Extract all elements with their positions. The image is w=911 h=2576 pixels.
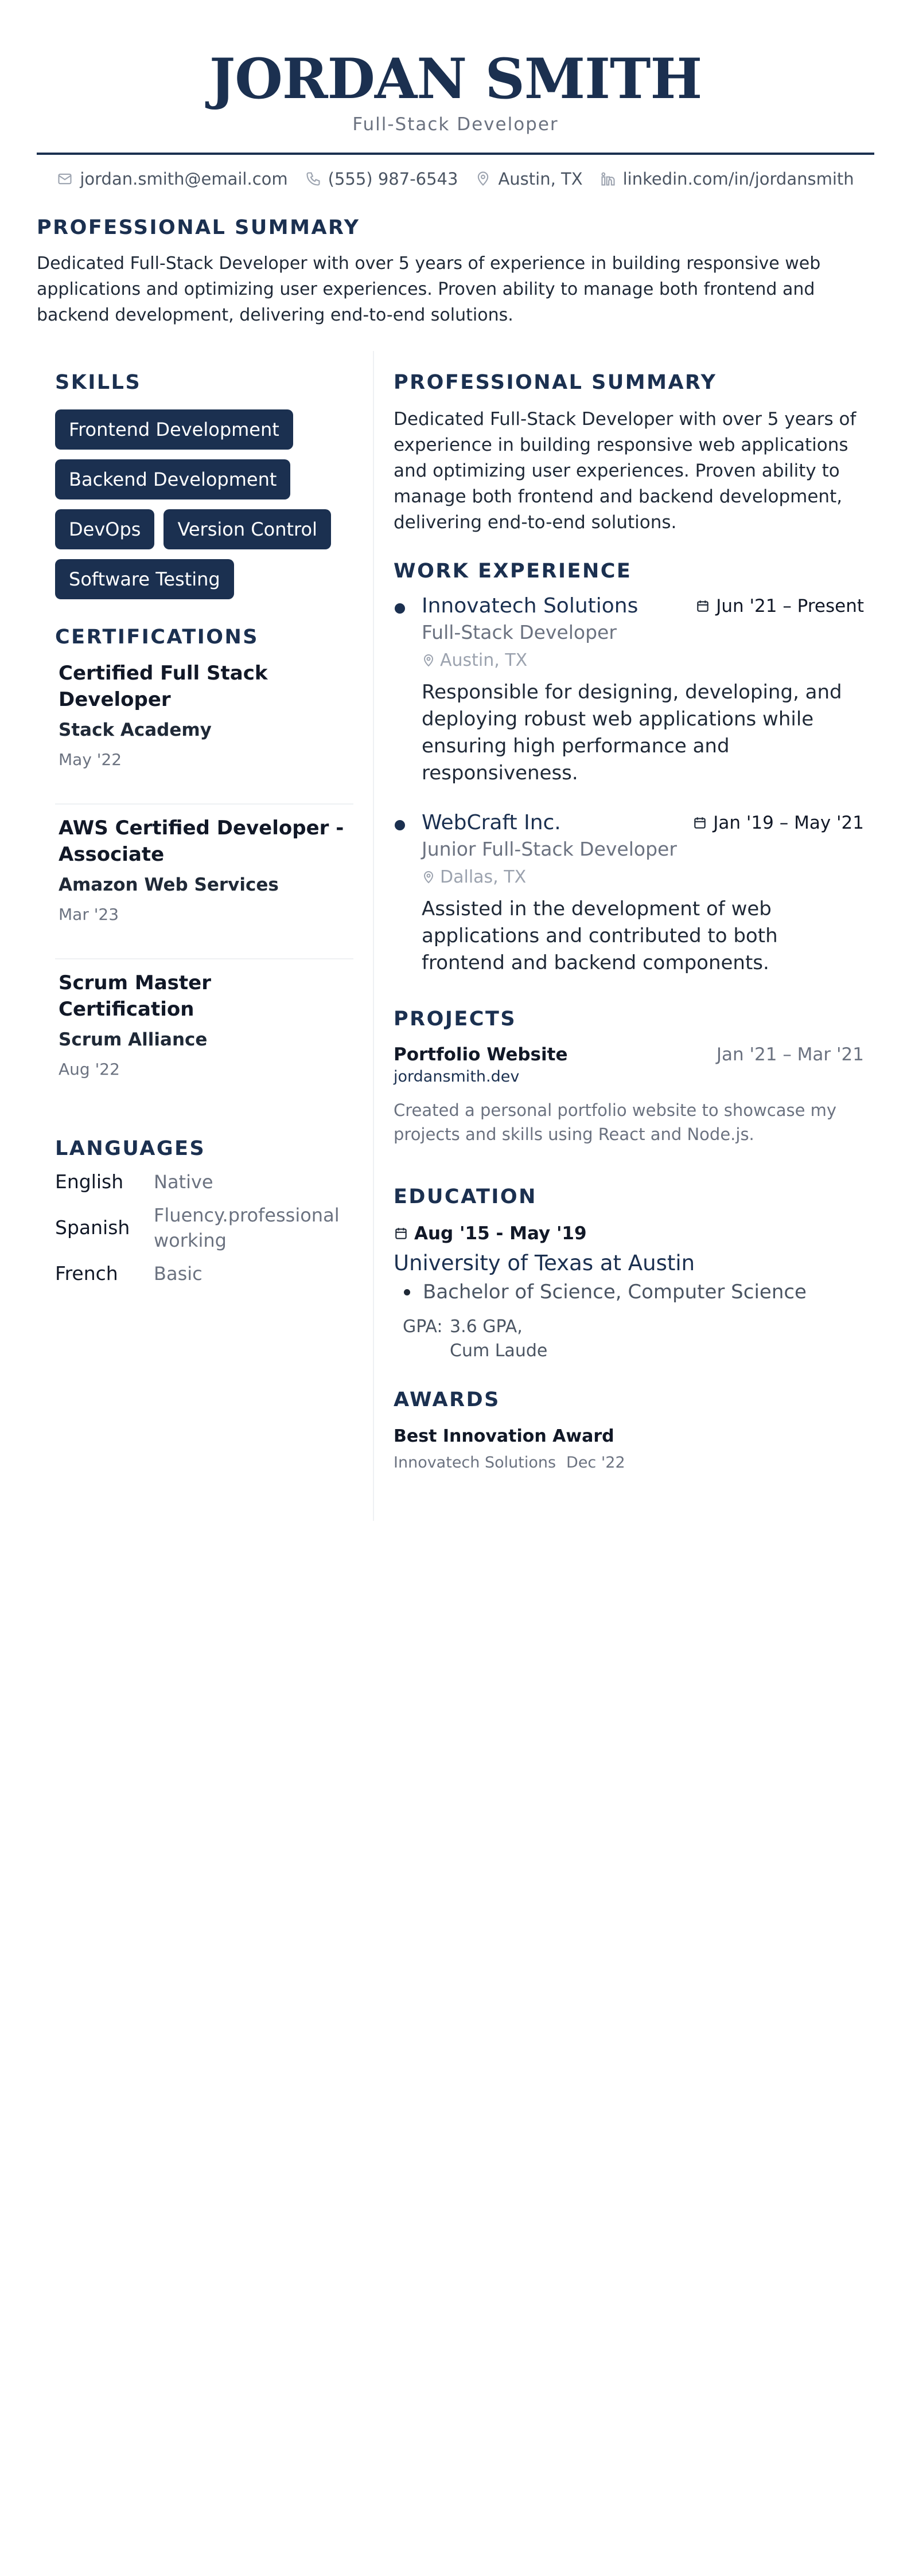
gpa-honors: Cum Laude [450,1341,548,1361]
summary-section [37,215,874,328]
job-location-text: Austin, TX [440,650,528,670]
certification-date: May '22 [59,750,122,769]
linkedin-icon [600,171,616,187]
candidate-name: JORDAN SMITH [209,46,702,111]
job-description: Responsible for designing, developing, and deploying robust web applications while ensuring high performance and responsiveness. [422,681,842,784]
education-date-text: Aug '15 - May '19 [414,1223,587,1244]
award-date: Dec '22 [566,1454,625,1472]
timeline-dot [395,820,405,830]
job-role: Full-Stack Developer [422,621,617,643]
job-entry [394,593,864,787]
job-location-text: Dallas, TX [440,867,527,887]
map-pin-icon [475,171,491,187]
gpa-label: GPA: [403,1317,443,1337]
skill-tag: Backend Development [55,459,290,499]
skill-tag: Software Testing [55,559,234,599]
language-row [55,1169,353,1195]
skill-tag: DevOps [55,509,154,549]
language-row [55,1261,353,1286]
location-text: Austin, TX [498,169,583,189]
right-summary-heading: PROFESSIONAL SUMMARY [394,371,717,394]
certification-item [55,650,353,770]
skill-tag: Frontend Development [55,409,293,450]
education-heading: EDUCATION [394,1185,537,1208]
language-level: Fluency.professional working [154,1204,340,1251]
map-pin-icon [422,871,435,884]
gpa-value: 3.6 GPA, [450,1317,523,1337]
job-description: Assisted in the development of web applications and contributed to both frontend and backend components. [422,897,778,974]
map-pin-icon [422,654,435,668]
work-heading: WORK EXPERIENCE [394,560,632,583]
language-name: French [55,1262,118,1285]
project-name: Portfolio Website [394,1044,568,1065]
project-date: Jan '21 – Mar '21 [716,1044,864,1065]
certification-date: Aug '22 [59,1060,120,1079]
contact-bar [0,167,911,190]
award-title: Best Innovation Award [394,1426,614,1446]
phone-icon [305,171,321,187]
certification-item [55,805,353,925]
calendar-icon [394,1226,408,1241]
email-text: jordan.smith@email.com [80,169,288,189]
skills-list [55,409,353,599]
certifications-heading: CERTIFICATIONS [55,626,259,649]
job-entry [394,810,864,977]
summary-heading: PROFESSIONAL SUMMARY [37,216,360,239]
language-level: Basic [154,1263,203,1285]
job-date [695,595,864,618]
calendar-icon [695,599,710,614]
gpa-values [450,1315,547,1363]
contact-phone[interactable] [305,167,458,190]
phone-text: (555) 987-6543 [328,169,458,189]
linkedin-text: linkedin.com/in/jordansmith [622,169,854,189]
skills-heading: SKILLS [55,371,142,394]
mail-icon [57,171,73,187]
language-name: Spanish [55,1216,130,1239]
awards-heading: AWARDS [394,1388,500,1411]
right-summary-text: Dedicated Full-Stack Developer with over 5 years of experience in building responsive web applications and optimizing user experiences. Proven ability to manage both frontend and backend development, delivering end-to-end solutions. [394,409,857,533]
education-gpa [394,1315,864,1363]
left-column [55,370,353,1286]
contact-email[interactable] [57,167,287,190]
header-divider [37,153,874,155]
contact-location [475,167,582,190]
job-company: WebCraft Inc. [422,811,561,834]
language-level: Native [154,1171,213,1193]
certification-title: Certified Full Stack Developer [59,662,268,711]
project-link[interactable]: jordansmith.dev [394,1068,520,1086]
award-org: Innovatech Solutions [394,1454,556,1472]
languages-heading: LANGUAGES [55,1137,206,1160]
candidate-title: Full-Stack Developer [352,114,559,135]
certification-org: Amazon Web Services [59,875,279,895]
job-date [692,811,864,834]
job-role: Junior Full-Stack Developer [422,838,677,860]
job-location [422,866,864,889]
education-degree [394,1279,864,1305]
calendar-icon [692,815,707,830]
job-company: Innovatech Solutions [422,594,639,618]
certification-item [55,959,353,1080]
project-description: Created a personal portfolio website to showcase my projects and skills using React and Node.js. [394,1100,837,1144]
timeline-dot [395,603,405,614]
language-name: English [55,1170,124,1193]
certification-org: Stack Academy [59,720,212,740]
skill-tag: Version Control [163,509,331,549]
job-date-text: Jun '21 – Present [716,596,864,616]
job-date-text: Jan '19 – May '21 [713,813,864,833]
language-row [55,1203,353,1253]
right-column [394,370,864,1473]
projects-heading: PROJECTS [394,1008,517,1031]
column-divider [373,351,374,1521]
right-summary-section [394,370,864,536]
education-degree-text: Bachelor of Science, Computer Science [423,1281,807,1303]
contact-linkedin[interactable] [600,167,854,190]
certification-title: AWS Certified Developer - Associate [59,817,344,866]
education-date [394,1222,864,1245]
project-entry [394,1043,864,1146]
job-location [422,649,864,672]
award-meta [394,1453,864,1473]
bullet-icon [404,1289,410,1295]
education-school: University of Texas at Austin [394,1251,695,1275]
summary-text: Dedicated Full-Stack Developer with over 5 years of experience in building responsive web applications and optimizing user experiences. Proven ability to manage both frontend and backend development, delivering end-to-end solutions. [37,253,821,325]
certification-date: Mar '23 [59,905,119,924]
certification-title: Scrum Master Certification [59,971,211,1021]
certification-org: Scrum Alliance [59,1029,208,1050]
